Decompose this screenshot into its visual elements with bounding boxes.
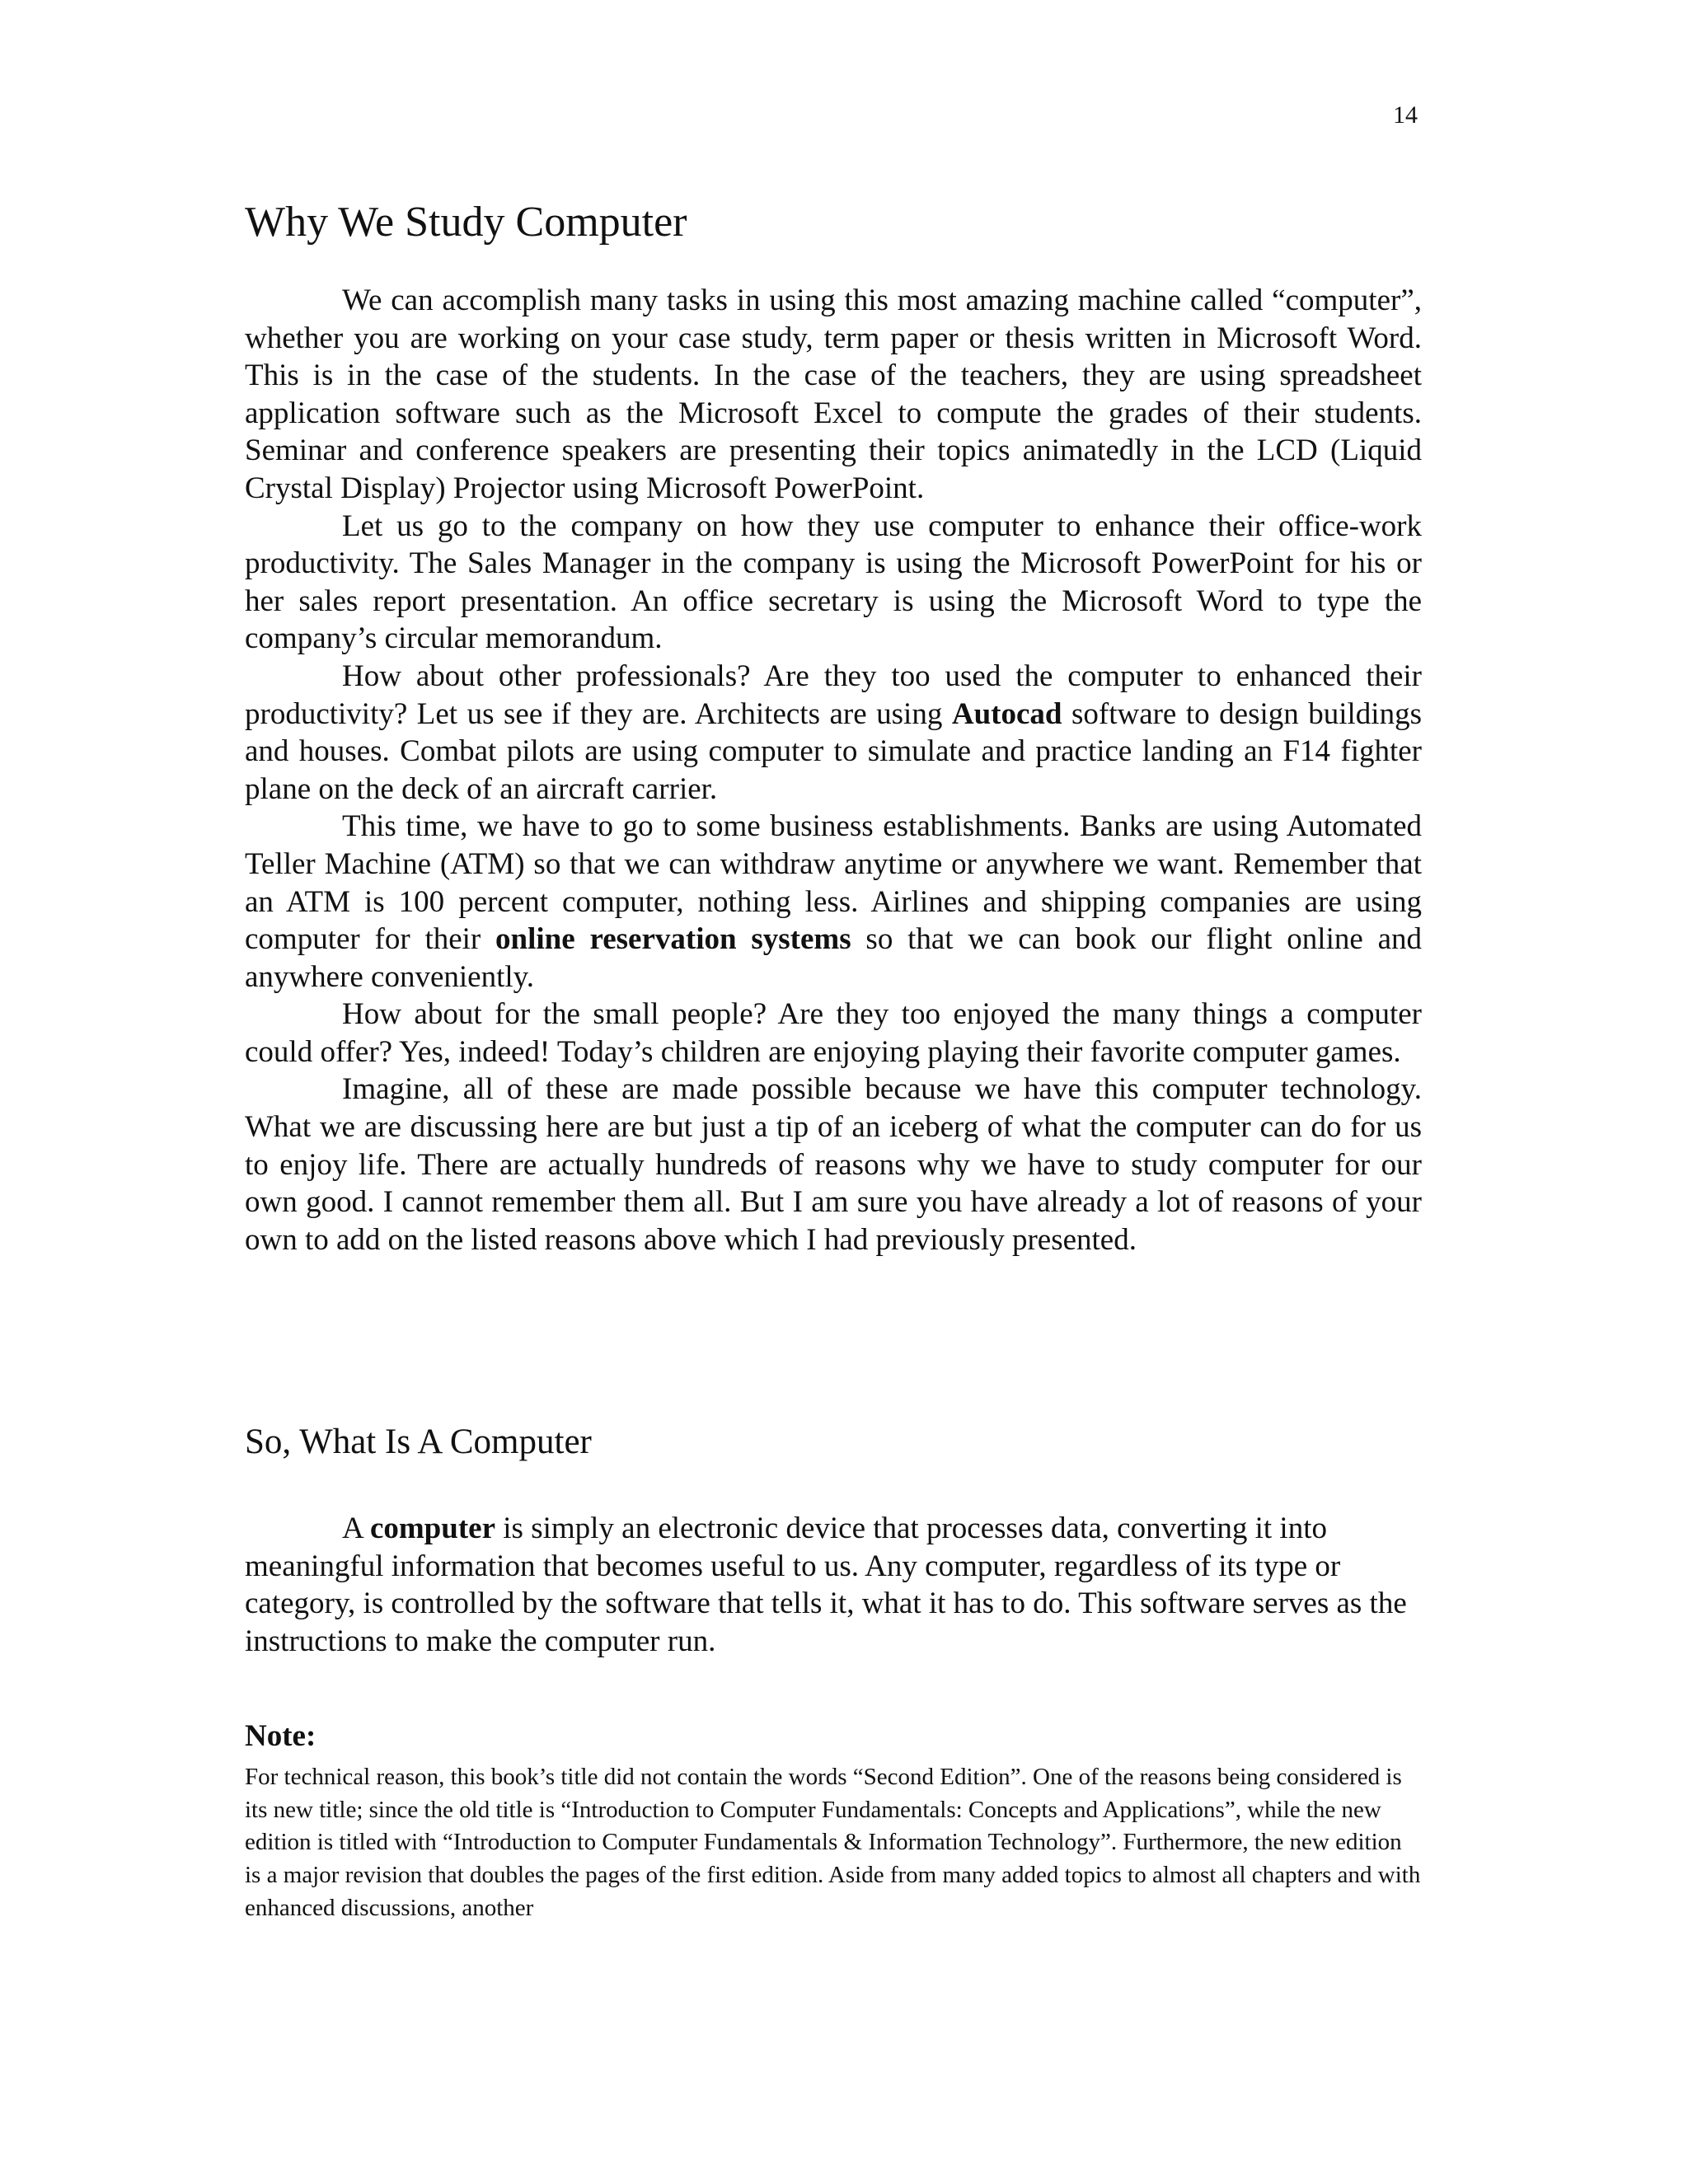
paragraph <box>245 282 1422 508</box>
paragraph <box>245 1071 1422 1258</box>
paragraph <box>245 808 1422 996</box>
paragraph <box>245 658 1422 808</box>
section-title-why-we-study-computer: Why We Study Computer <box>245 199 687 246</box>
bold-term-autocad: Autocad <box>951 696 1062 731</box>
note-label: Note: <box>245 1719 316 1753</box>
paragraph <box>245 1510 1422 1660</box>
section-body-what <box>245 1510 1422 1660</box>
text-run: software to design buildings and houses. Combat pilots are using computer to simulate and practice landing an F14 fighter plane on the deck of an aircraft carrier. <box>245 696 1422 806</box>
paragraph <box>245 508 1422 658</box>
bold-term-computer: computer <box>369 1511 496 1545</box>
section-body-why <box>245 282 1422 1258</box>
page-number: 14 <box>1393 101 1418 129</box>
text-run: We can accomplish many tasks in using this most amazing machine called “computer”, whether you are working on your case study, term paper or thesis written in Microsoft Word. This is in the case of the students. In the case of the teachers, they are using spreadsheet application software such as the Microsoft Excel to compute the grades of their students. Seminar and conference speakers are presenting their topics animatedly in the LCD (Liquid Crystal Display) Projector using Microsoft PowerPoint. <box>245 284 1422 505</box>
text-run: How about other professionals? Are they too used the computer to enhanced their productivity? Let us see if they are. Architects are using <box>245 658 1422 731</box>
text-run: Imagine, all of these are made possible because we have this computer technology. What we are discussing here are but just a tip of an iceberg of what the computer can do for us to enjoy life. There are actually hundreds of reasons why we have to study computer for our own good. I cannot remember them all. But I am sure you have already a lot of reasons of your own to add on the listed reasons above which I had previously presented. <box>245 1072 1422 1257</box>
text-run: A <box>342 1511 370 1545</box>
text-run: so that we can book our flight online and anywhere conveniently. <box>245 922 1422 994</box>
text-run: This time, we have to go to some business establishments. Banks are using Automated Teller Machine (ATM) so that we can withdraw anytime or anywhere we want. Remember that an ATM is 100 percent computer, nothing less. Airlines and shipping companies are using computer for their <box>245 809 1422 957</box>
text-run: Let us go to the company on how they use computer to enhance their office-work productivity. The Sales Manager in the company is using the Microsoft PowerPoint for his or her sales report presentation. An office secretary is using the Microsoft Word to type the company’s circular memorandum. <box>245 509 1422 656</box>
text-run: is simply an electronic device that processes data, converting it into meaningful information that becomes useful to us. Any computer, regardless of its type or category, is controlled by the software that tells it, what it has to do. This software serves as the instructions to make the computer run. <box>245 1511 1407 1658</box>
text-run: How about for the small people? Are they too enjoyed the many things a computer could offer? Yes, indeed! Today’s children are enjoying playing their favorite computer games. <box>245 997 1422 1069</box>
section-title-what-is-a-computer: So, What Is A Computer <box>245 1422 592 1461</box>
bold-term-online-reservation-systems: online reservation systems <box>495 922 851 957</box>
paragraph <box>245 996 1422 1071</box>
note-text: For technical reason, this book’s title did not contain the words “Second Edition”. One of the reasons being considered is its new title; since the old title is “Introduction to Computer Fundamentals: Concepts and Applications”, while the new edition is titled with “Introduction to Computer Fundamentals & Information Technology”. Furthermore, the new edition is a major revision that doubles the pages of the first edition. Aside from many added topics to almost all chapters and with enhanced discussions, another <box>245 1764 1421 1921</box>
